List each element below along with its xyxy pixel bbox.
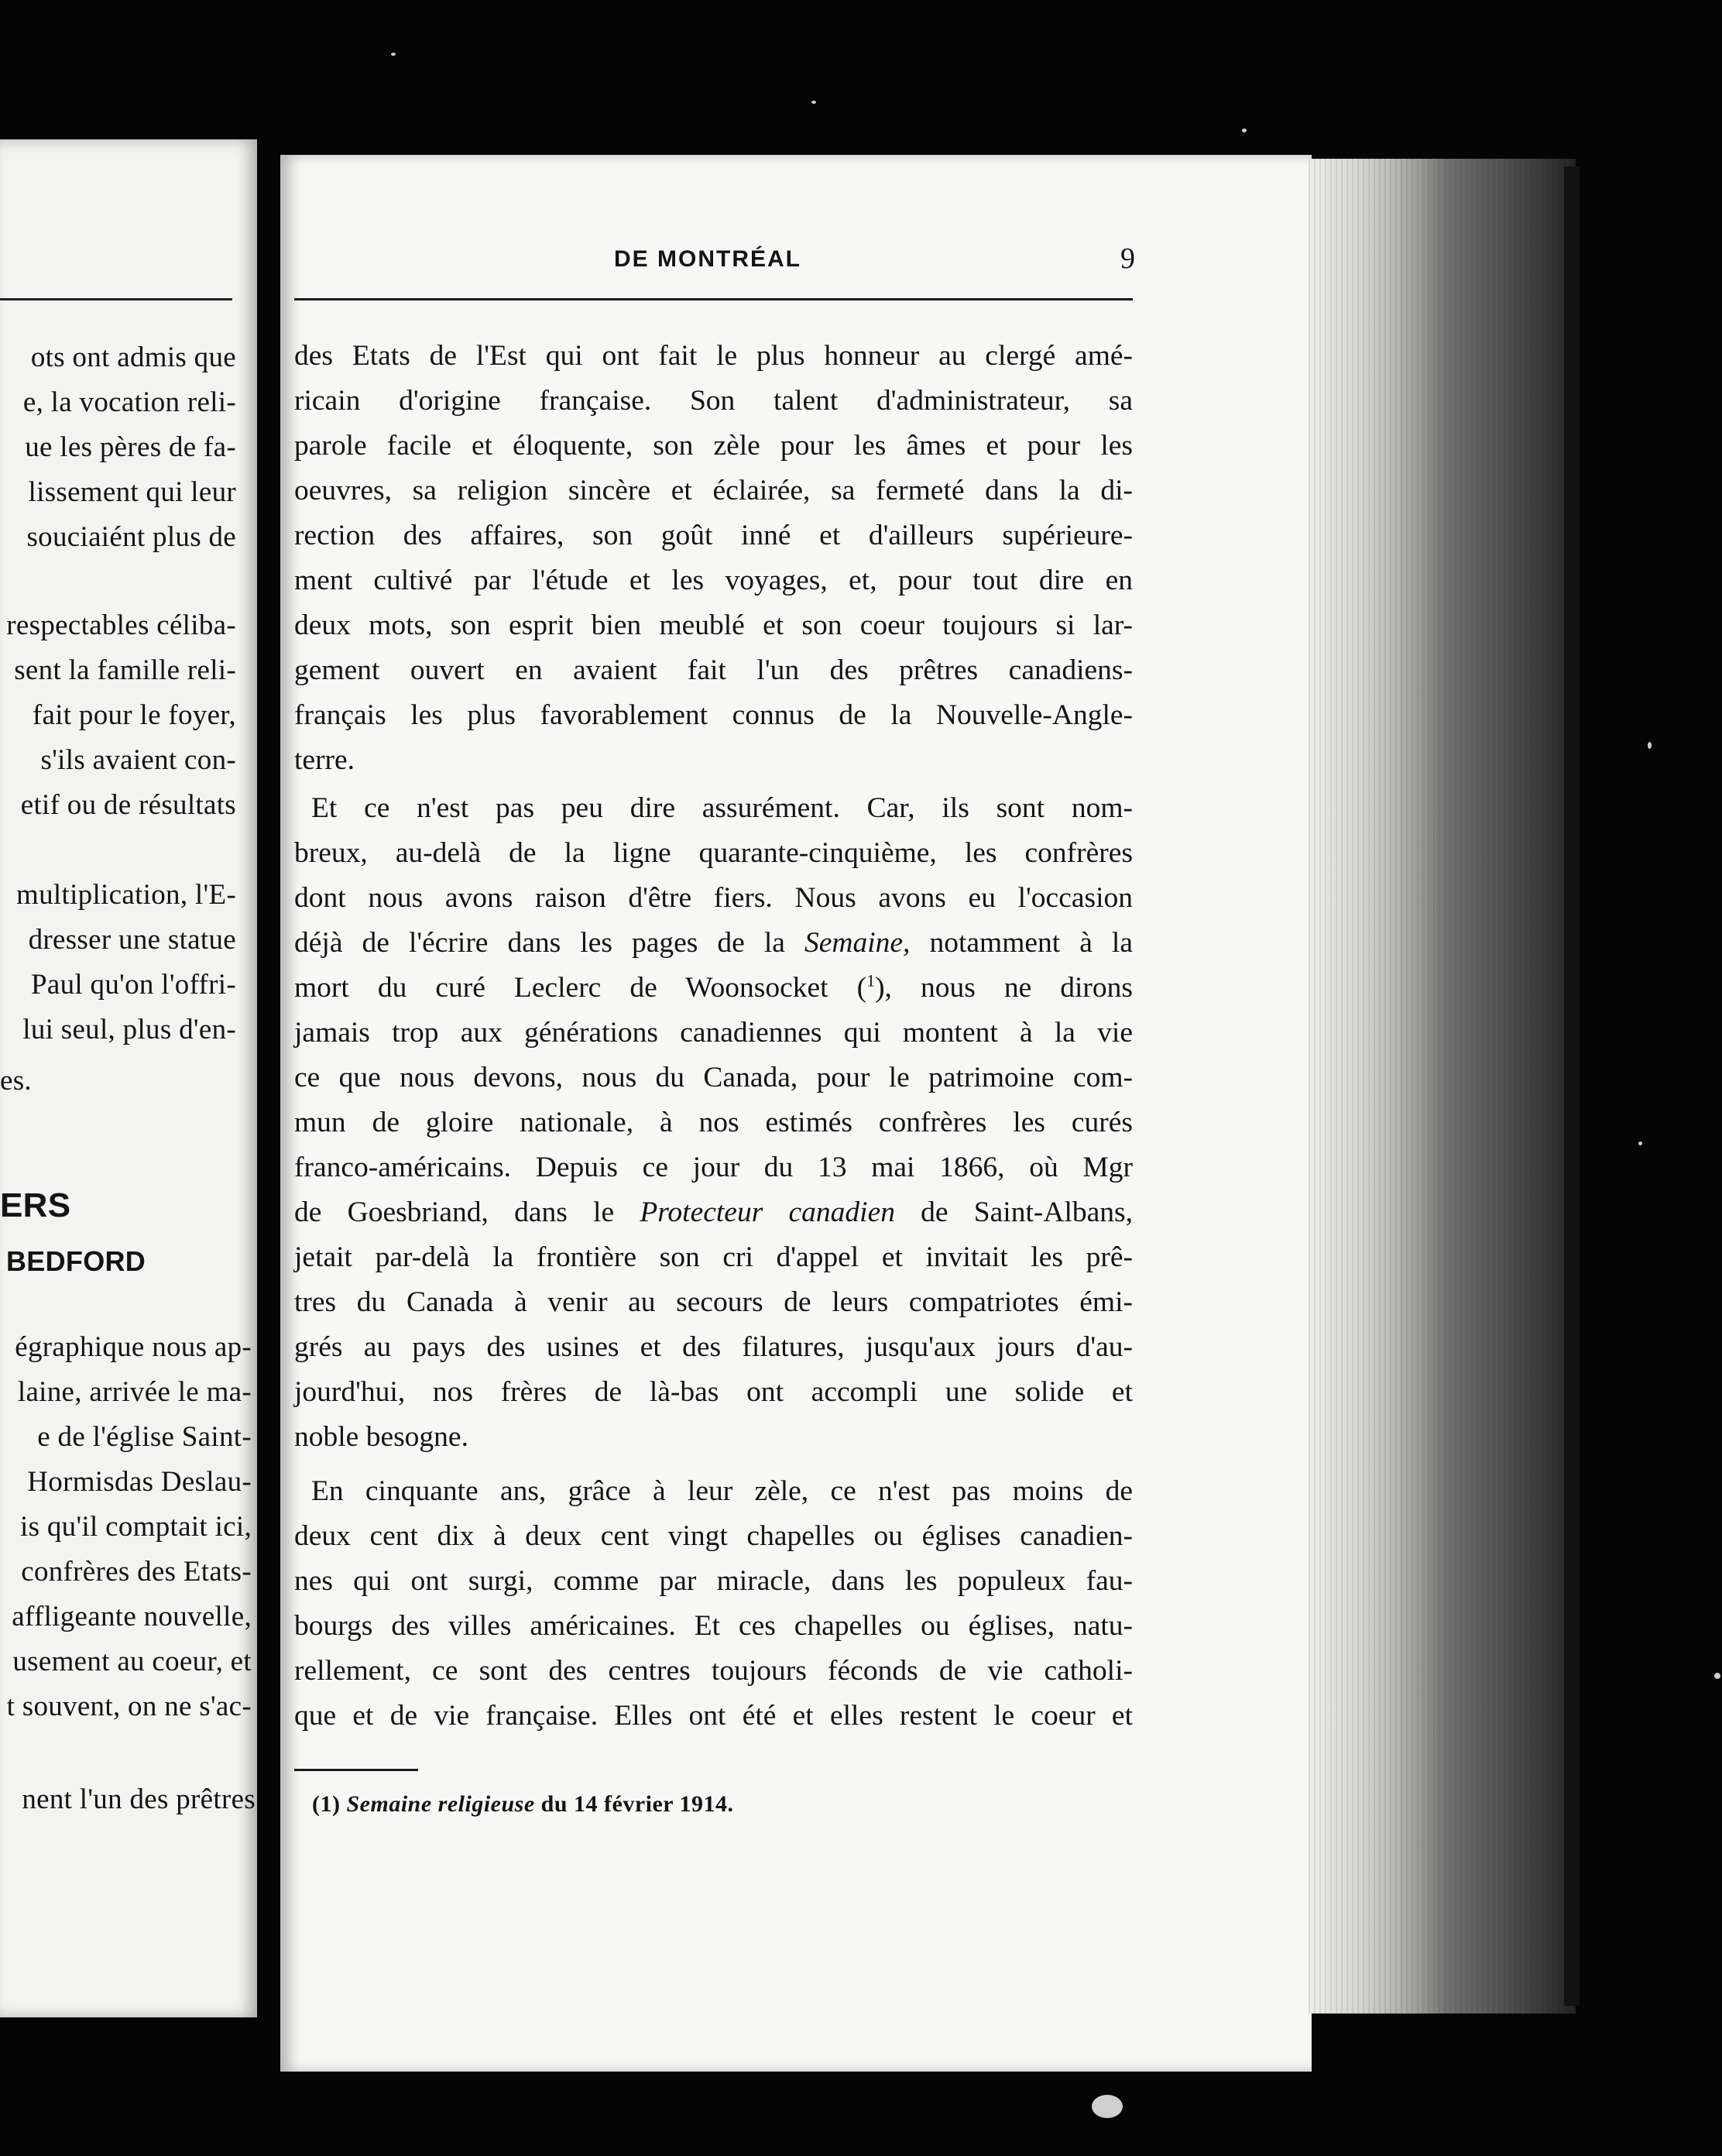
- header-rule: [294, 298, 1133, 300]
- scan-speck: [1648, 742, 1652, 749]
- text-line: rellement, ce sont des centres toujours féconds de vie catholi-: [294, 1655, 1133, 1687]
- scan-speck: [1714, 1673, 1720, 1679]
- text-run: déjà de l'écrire dans les pages de la: [294, 927, 804, 959]
- text-line: deux mots, son esprit bien meublé et son coeur toujours si lar-: [294, 609, 1133, 641]
- text-run: mort du curé Leclerc de Woonsocket (: [294, 972, 867, 1004]
- left-line: ue les pères de fa-: [25, 431, 236, 463]
- left-line: respectables céliba-: [6, 609, 236, 641]
- footnote-marker: (1): [312, 1791, 341, 1817]
- left-line: confrères des Etats-: [21, 1556, 252, 1588]
- left-line: laine, arrivée le ma-: [17, 1376, 252, 1408]
- text-line: jetait par-delà la frontière son cri d'appel et invitait les prê-: [294, 1241, 1133, 1273]
- text-line: dont nous avons raison d'être fiers. Nous avons eu l'occasion: [294, 882, 1133, 914]
- text-line: [294, 925, 1133, 961]
- running-head: DE MONTRÉAL: [614, 246, 801, 272]
- italic-title: Protecteur canadien: [640, 1196, 895, 1228]
- scan-speck: [1638, 1142, 1642, 1145]
- book-cover-edge: [1564, 167, 1580, 2006]
- left-line: multiplication, l'E-: [16, 879, 236, 911]
- text-line: ricain d'origine française. Son talent d'administrateur, sa: [294, 385, 1133, 417]
- left-line: ots ont admis que: [30, 342, 236, 373]
- left-page-heading: ERS: [0, 1186, 71, 1224]
- left-line: t souvent, on ne s'ac-: [6, 1691, 252, 1722]
- text-line: tres du Canada à venir au secours de leurs compatriotes émi-: [294, 1286, 1133, 1318]
- text-line: En cinquante ans, grâce à leur zèle, ce n'est pas moins de: [311, 1475, 1133, 1507]
- left-line: lissement qui leur: [28, 476, 236, 508]
- text-line: [294, 1195, 1133, 1231]
- left-line: égraphique nous ap-: [15, 1331, 252, 1363]
- scan-speck: [391, 53, 396, 56]
- text-line: [294, 970, 1133, 1006]
- left-line: nent l'un des prêtres: [22, 1784, 256, 1815]
- text-line: parole facile et éloquente, son zèle pour les âmes et pour les: [294, 430, 1133, 462]
- text-line: jourd'hui, nos frères de là-bas ont accompli une solide et: [294, 1376, 1133, 1408]
- left-page-header-rule: [0, 298, 232, 300]
- text-line: ce que nous devons, nous du Canada, pour le patrimoine com-: [294, 1062, 1133, 1093]
- left-line: e de l'église Saint-: [37, 1421, 252, 1453]
- text-line: oeuvres, sa religion sincère et éclairée, sa fermeté dans la di-: [294, 475, 1133, 506]
- left-line: etif ou de résultats: [20, 789, 236, 821]
- text-line: breux, au-delà de la ligne quarante-cinquième, les confrères: [294, 837, 1133, 869]
- scan-speck: [1092, 2095, 1123, 2118]
- text-line: Et ce n'est pas peu dire assurément. Car, ils sont nom-: [311, 792, 1133, 824]
- left-line: usement au coeur, et: [12, 1646, 252, 1677]
- footnote-reference: 1: [866, 970, 876, 990]
- left-line: e, la vocation reli-: [22, 386, 236, 418]
- text-line: gement ouvert en avaient fait l'un des prêtres canadiens-: [294, 654, 1133, 686]
- left-line: affligeante nouvelle,: [12, 1601, 252, 1632]
- left-line: dresser une statue: [28, 924, 236, 956]
- text-line: deux cent dix à deux cent vingt chapelles ou églises canadien-: [294, 1520, 1133, 1552]
- left-line: fait pour le foyer,: [32, 699, 236, 731]
- page-number: 9: [1120, 242, 1135, 275]
- text-line: des Etats de l'Est qui ont fait le plus honneur au clergé amé-: [294, 340, 1133, 372]
- footnote: [312, 1791, 734, 1818]
- text-line: jamais trop aux générations canadiennes qui montent à la vie: [294, 1017, 1133, 1049]
- text-line: français les plus favorablement connus de la Nouvelle-Angle-: [294, 699, 1133, 731]
- text-run: de Saint-Albans,: [894, 1196, 1133, 1228]
- text-line: bourgs des villes américaines. Et ces chapelles ou églises, natu-: [294, 1610, 1133, 1642]
- footnote-rule: [294, 1769, 418, 1771]
- scan-speck: [811, 101, 816, 104]
- footnote-title: Semaine religieuse: [346, 1791, 535, 1817]
- text-line: rection des affaires, son goût inné et d'ailleurs supérieure-: [294, 520, 1133, 551]
- page-block-edges: [1309, 159, 1576, 2014]
- text-line: mun de gloire nationale, à nos estimés confrères les curés: [294, 1107, 1133, 1138]
- left-line: Paul qu'on l'offri-: [31, 969, 236, 1001]
- scan-speck: [1242, 129, 1247, 132]
- text-line: grés au pays des usines et des filatures, jusqu'aux jours d'au-: [294, 1331, 1133, 1363]
- text-line: franco-américains. Depuis ce jour du 13 mai 1866, où Mgr: [294, 1152, 1133, 1183]
- left-line: Hormisdas Deslau-: [27, 1466, 252, 1498]
- left-line: souciaiént plus de: [26, 521, 236, 553]
- text-line: nes qui ont surgi, comme par miracle, dans les populeux fau-: [294, 1565, 1133, 1597]
- text-line: ment cultivé par l'étude et les voyages, et, pour tout dire en: [294, 565, 1133, 596]
- left-line: sent la famille reli-: [14, 654, 236, 686]
- left-line: es.: [0, 1065, 32, 1097]
- left-line: is qu'il comptait ici,: [20, 1511, 252, 1543]
- left-line: lui seul, plus d'en-: [22, 1014, 236, 1045]
- text-run: notamment à la: [910, 927, 1133, 959]
- footnote-text: du 14 février 1914.: [534, 1791, 734, 1817]
- text-line: noble besogne.: [294, 1421, 468, 1453]
- text-run: de Goesbriand, dans le: [294, 1196, 640, 1228]
- left-line: s'ils avaient con-: [40, 744, 236, 776]
- text-line: terre.: [294, 744, 355, 776]
- text-line: que et de vie française. Elles ont été et elles restent le coeur et: [294, 1700, 1133, 1732]
- left-page-subheading: BEDFORD: [6, 1245, 146, 1277]
- italic-title: Semaine,: [804, 927, 911, 959]
- text-run: ), nous ne dirons: [875, 972, 1133, 1004]
